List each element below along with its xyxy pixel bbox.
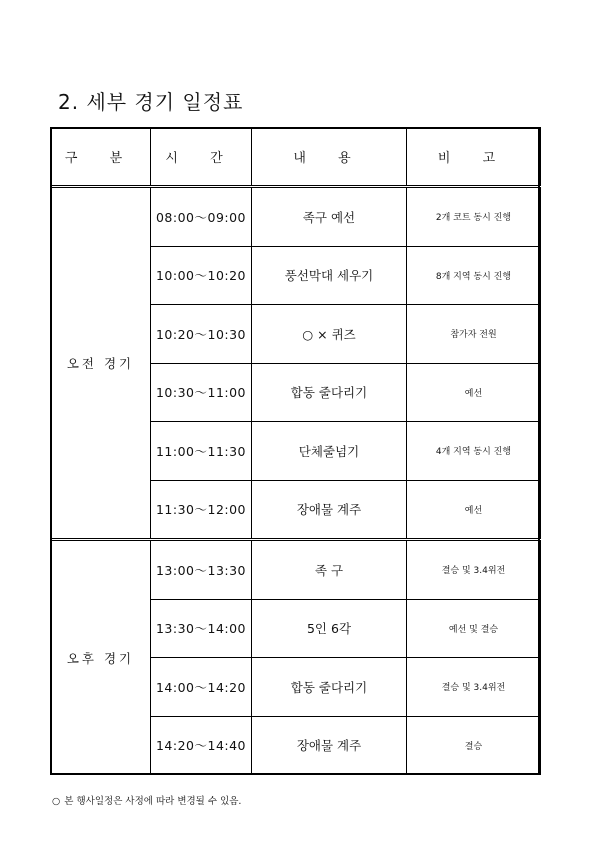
time-cell: 10:00～10:20 xyxy=(151,246,252,305)
time-cell: 14:20～14:40 xyxy=(151,716,252,775)
header-content: 내 용 xyxy=(252,128,407,187)
note-cell: 예선 및 결승 xyxy=(407,599,541,658)
time-cell: 13:00～13:30 xyxy=(151,540,252,600)
time-cell: 10:20～10:30 xyxy=(151,305,252,364)
content-cell: 합동 줄다리기 xyxy=(252,363,407,422)
group-label-afternoon: 오후 경기 xyxy=(51,540,151,775)
time-cell: 11:00～11:30 xyxy=(151,422,252,481)
header-category: 구 분 xyxy=(51,128,151,187)
footnote xyxy=(52,793,241,807)
table-outer-border xyxy=(50,127,540,775)
note-cell: 8개 지역 동시 진행 xyxy=(407,246,541,305)
time-cell: 13:30～14:00 xyxy=(151,599,252,658)
content-cell: 단체줄넘기 xyxy=(252,422,407,481)
content-cell: 합동 줄다리기 xyxy=(252,658,407,717)
group-label-morning: 오전 경기 xyxy=(51,187,151,540)
content-cell: 족 구 xyxy=(252,540,407,600)
time-cell: 10:30～11:00 xyxy=(151,363,252,422)
time-cell: 11:30～12:00 xyxy=(151,480,252,540)
content-cell: 장애물 계주 xyxy=(252,716,407,775)
note-cell: 2개 코트 동시 진행 xyxy=(407,187,541,247)
note-cell: 예선 xyxy=(407,363,541,422)
page-title: 2. 세부 경기 일정표 xyxy=(58,90,244,114)
header-time: 시 간 xyxy=(151,128,252,187)
note-cell: 예선 xyxy=(407,480,541,540)
note-cell: 결승 및 3.4위전 xyxy=(407,658,541,717)
time-cell: 14:00～14:20 xyxy=(151,658,252,717)
header-note: 비 고 xyxy=(407,128,541,187)
note-cell: 참가자 전원 xyxy=(407,305,541,364)
note-cell: 결승 및 3.4위전 xyxy=(407,540,541,600)
content-cell: 풍선막대 세우기 xyxy=(252,246,407,305)
content-cell: 족구 예선 xyxy=(252,187,407,247)
footnote-text: 본 행사일정은 사정에 따라 변경될 수 있음. xyxy=(64,796,242,807)
content-cell: ○ × 퀴즈 xyxy=(252,305,407,364)
note-cell: 4개 지역 동시 진행 xyxy=(407,422,541,481)
note-cell: 결승 xyxy=(407,716,541,775)
content-cell: 장애물 계주 xyxy=(252,480,407,540)
circle-bullet-icon: ○ xyxy=(52,796,61,807)
content-cell: 5인 6각 xyxy=(252,599,407,658)
time-cell: 08:00～09:00 xyxy=(151,187,252,247)
